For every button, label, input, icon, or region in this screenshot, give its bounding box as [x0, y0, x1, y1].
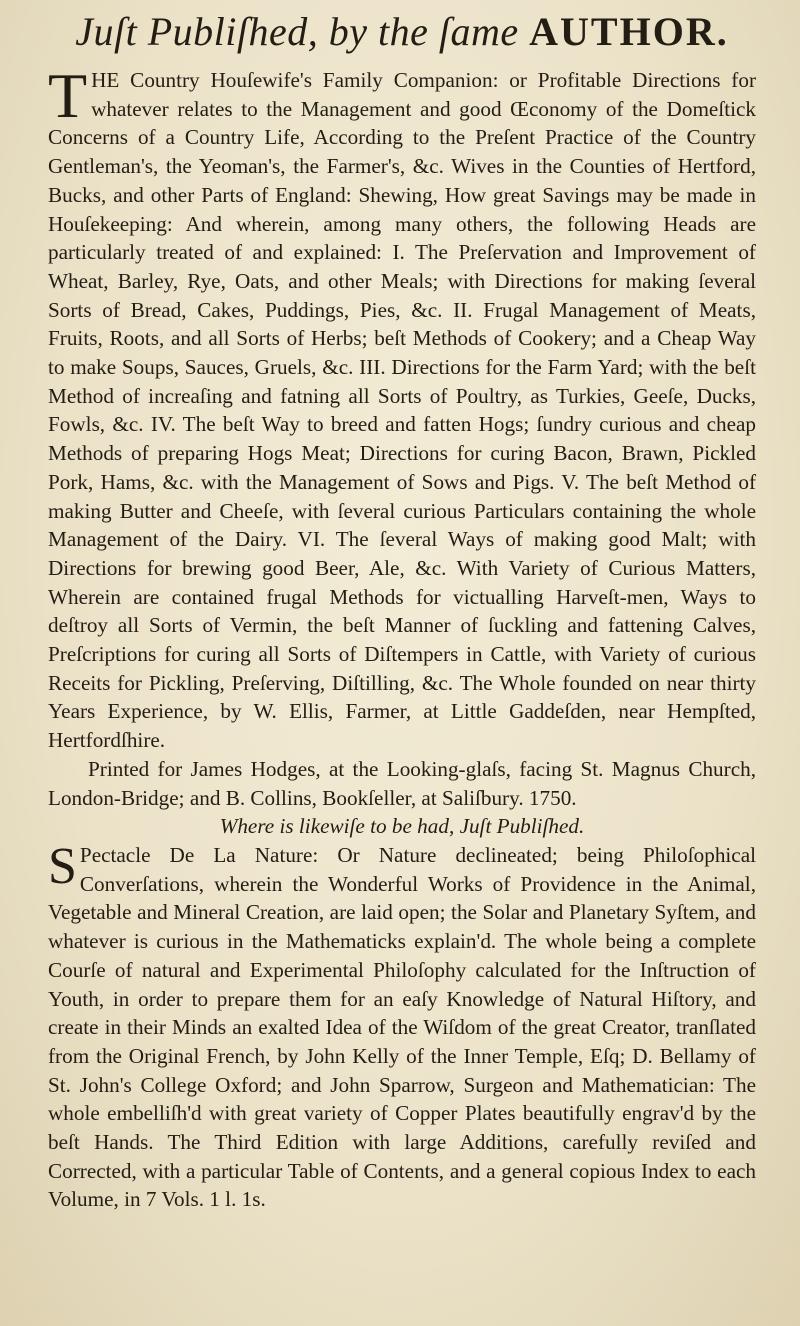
drop-cap-s: S — [48, 837, 77, 895]
drop-cap-t: T — [48, 60, 88, 131]
imprint-line: Printed for James Hodges, at the Looking-glaſs, facing St. Magnus Church, London-Bridge; and B. Collins, Bookſeller, at Saliſbury. 1750. — [48, 756, 756, 810]
where-also-tail: Juſt Publiſhed. — [459, 814, 585, 839]
advert-country-housewife-text: HE Country Houſewife's Family Companion: or Profitable Directions for whatever relates to the Management and good Œconomy of the Domeſtick Concerns of a Country Life, According to the Preſent Practice of the Country Gentleman's, the Yeoman's, the Farmer's, &c. Wives in the Counties of Hertford, Bucks, and other Parts of England: Shewing, How great Savings may be made in Houſekeeping: And wherein, among many others, the following Heads are particularly treated of and explained: I. The Preſervation and Improvement of Wheat, Barley, Rye, Oats, and other Meals; with Directions for making ſeveral Sorts of Bread, Cakes, Puddings, Pies, &c. II. Frugal Management of Meats, Fruits, Roots, and all Sorts of Herbs; beſt Methods of Cookery; and a Cheap Way to make Soups, Sauces, Gruels, &c. III. Directions for the Farm Yard; with the beſt Method of increaſing and fatning all Sorts of Poultry, as Turkies, Geeſe, Ducks, Fowls, &c. IV. The beſt Way to breed and fatten Hogs; ſundry curious and cheap Methods of preparing Hogs Meat; Directions for curing Bacon, Brawn, Pickled Pork, Hams, &c. with the Management of Sows and Pigs. V. The beſt Method of making Butter and Cheeſe, with ſeveral curious Particulars containing the whole Management of the Dairy. VI. The ſeveral Ways of making good Malt; with Directions for brewing good Beer, Ale, &c. With Variety of Curious Matters, Wherein are contained frugal Methods for victualling Harveſt-men, Ways to deſtroy all Sorts of Vermin, the beſt Manner of ſuckling and fattening Calves, Preſcriptions for curing all Sorts of Diſtempers in Cattle, with Variety of curious Receits for Pickling, Preſerving, Diſtilling, &c. The Whole founded on near thirty Years Experience, by W. Ellis, Farmer, at Little Gaddeſden, near Hempſted, Hertfordſhire. — [48, 68, 756, 753]
page-heading — [48, 6, 756, 62]
advert-country-housewife — [48, 60, 756, 755]
where-also-line — [48, 812, 756, 841]
heading-just-published: Juſt Publiſhed, — [75, 9, 319, 54]
advert-spectacle-text: Pectacle De La Nature: Or Nature declineated; being Philoſophical Converſations, wherein the Wonderful Works of Providence in the Animal, Vegetable and Mineral Creation, are laid open; the Solar and Planetary Syſtem, and whatever is curious in the Mathematicks explain'd. The whole being a complete Courſe of natural and Experimental Philoſophy calculated for the Inſtruction of Youth, in order to prepare them for an eaſy Knowledge of Natural Hiſtory, and create in their Minds an exalted Idea of the Wiſdom of the great Creator, tranſlated from the Original French, by John Kelly of the Inner Temple, Eſq; D. Bellamy of St. John's College Oxford; and John Sparrow, Surgeon and Mathematician: The whole embelliſh'd with great variety of Copper Plates beautifully engrav'd by the beſt Hands. The Third Edition with large Additions, carefully reviſed and Corrected, with a particular Table of Contents, and a general copious Index to each Volume, in 7 Vols. 1 l. 1s. — [48, 842, 756, 1212]
advert-spectacle-de-la-nature — [48, 837, 756, 1214]
heading-by-same: by the ſame — [328, 9, 519, 54]
heading-author: AUTHOR. — [529, 9, 729, 54]
where-also-lead: Where is likewiſe to be had, — [219, 814, 455, 839]
